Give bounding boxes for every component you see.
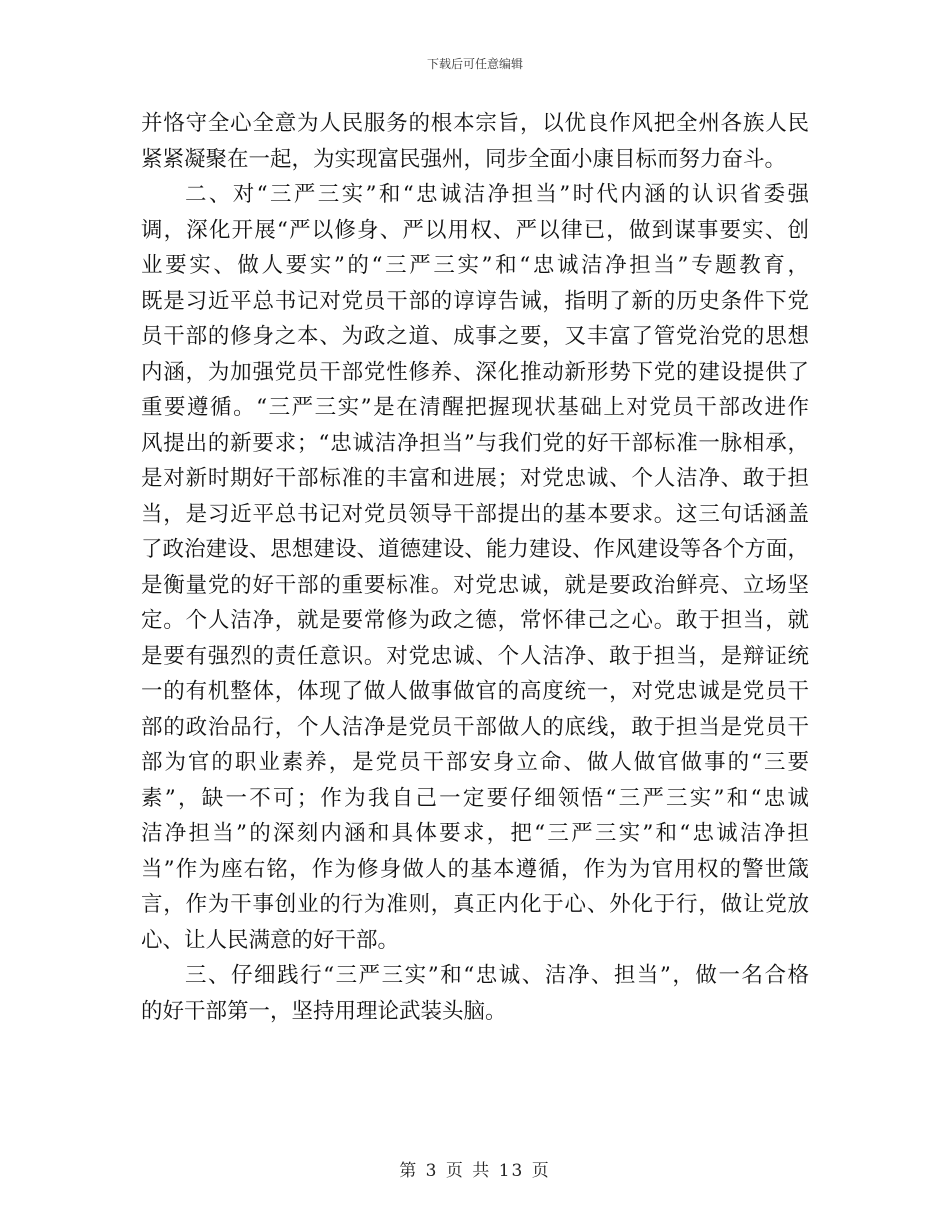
paragraph-2 [141, 177, 809, 958]
text-line: 员干部的修身之本、为政之道、成事之要，又丰富了管党治党的思想 [141, 324, 809, 349]
text-line: 紧紧凝聚在一起，为实现富民强州，同步全面小康目标而努力奋斗。 [141, 146, 787, 172]
text-line: 当，是习近平总书记对党员领导干部提出的基本要求。这三句话涵盖 [141, 501, 809, 527]
text-line: 二、对“三严三实”和“忠诚洁净担当”时代内涵的认识省委强 [185, 182, 809, 207]
text-line: 部的政治品行，个人洁净是党员干部做人的底线，敢于担当是党员干 [141, 714, 809, 740]
text-line: 是对新时期好干部标准的丰富和进展；对党忠诚、个人洁净、敢于担 [141, 466, 809, 491]
text-line: 是要有强烈的责任意识。对党忠诚、个人洁净、敢于担当，是辩证统 [141, 643, 809, 669]
text-line: 洁净担当”的深刻内涵和具体要求，把“三严三实”和“忠诚洁净担 [141, 821, 809, 846]
text-line: 了政治建设、思想建设、道德建设、能力建设、作风建设等各个方面， [141, 537, 809, 562]
text-line: 调，深化开展“严以修身、严以用权、严以律已，做到谋事要实、创 [141, 217, 809, 243]
page-header: 下载后可任意编辑 [426, 57, 523, 71]
paragraph-1 [141, 106, 809, 177]
text-line: 是衡量党的好干部的重要标准。对党忠诚，就是要政治鲜亮、立场坚 [141, 572, 809, 598]
text-line: 定。个人洁净，就是要常修为政之德，常怀律己之心。敢于担当，就 [141, 608, 809, 633]
text-line: 的好干部第一，坚持用理论武装头脑。 [141, 998, 507, 1024]
text-line: 言，作为干事创业的行为准则，真正内化于心、外化于行，做让党放 [141, 892, 809, 917]
text-line: 心、让人民满意的好干部。 [141, 927, 400, 953]
text-line: 三、仔细践行“三严三实”和“忠诚、洁净、担当”，做一名合格 [185, 963, 809, 988]
text-line: 并恪守全心全意为人民服务的根本宗旨，以优良作风把全州各族人民 [141, 111, 809, 136]
text-line: 风提出的新要求；“忠诚洁净担当”与我们党的好干部标准一脉相承， [141, 430, 809, 456]
text-line: 一的有机整体，体现了做人做事做官的高度统一，对党忠诚是党员干 [141, 679, 809, 704]
text-line: 内涵，为加强党员干部党性修养、深化推动新形势下党的建设提供了 [141, 359, 809, 385]
page-footer: 第 3 页 共 13 页 [399, 1161, 551, 1181]
text-line: 业要实、做人要实”的“三严三实”和“忠诚洁净担当”专题教育， [141, 253, 809, 278]
text-line: 素”，缺一不可；作为我自己一定要仔细领悟“三严三实”和“忠诚 [141, 785, 809, 811]
text-line: 当”作为座右铭，作为修身做人的基本遵循，作为为官用权的警世箴 [141, 856, 809, 882]
text-line: 重要遵循。“三严三实”是在清醒把握现状基础上对党员干部改进作 [141, 395, 809, 420]
paragraph-3 [141, 958, 809, 1029]
text-line: 部为官的职业素养，是党员干部安身立命、做人做官做事的“三要 [141, 750, 809, 775]
text-line: 既是习近平总书记对党员干部的谆谆告诫，指明了新的历史条件下党 [141, 288, 809, 314]
document-body [141, 106, 809, 1029]
